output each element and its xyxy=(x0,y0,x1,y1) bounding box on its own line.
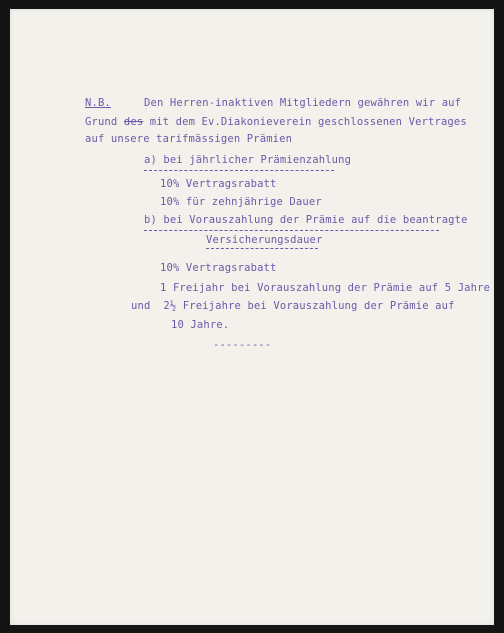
paper-sheet xyxy=(10,9,494,625)
item-b-heading: b) bei Vorauszahlung der Prämie auf die beantragte xyxy=(144,214,468,226)
nb-label: N.B. xyxy=(85,97,111,109)
item-b-line-3: und 2½ Freijahre bei Vorauszahlung der Prämie auf xyxy=(131,300,455,312)
item-a-underline xyxy=(144,170,334,171)
item-b-cont-underline xyxy=(206,248,318,249)
text-line-2-start: Grund xyxy=(85,116,124,128)
text-line-2 xyxy=(85,116,467,128)
end-mark: --------- xyxy=(213,339,272,351)
item-b-line-4: 10 Jahre. xyxy=(171,319,230,331)
text-line-1: Den Herren-inaktiven Mitgliedern gewähren wir auf xyxy=(144,97,462,109)
item-b-line-2: 1 Freijahr bei Vorauszahlung der Prämie auf 5 Jahre xyxy=(160,282,491,294)
item-b-line-1: 10% Vertragsrabatt xyxy=(160,262,277,274)
item-a-heading: a) bei jährlicher Prämienzahlung xyxy=(144,154,352,166)
item-b-heading-cont: Versicherungsdauer xyxy=(206,234,323,246)
text-line-2-end: mit dem Ev.Diakonieverein geschlossenen Vertrages xyxy=(143,116,467,128)
item-a-line-1: 10% Vertragsrabatt xyxy=(160,178,277,190)
item-a-line-2: 10% für zehnjährige Dauer xyxy=(160,196,322,208)
text-line-3: auf unsere tarifmässigen Prämien xyxy=(85,133,293,145)
item-b-underline xyxy=(144,230,439,231)
struck-word: des xyxy=(123,116,144,128)
